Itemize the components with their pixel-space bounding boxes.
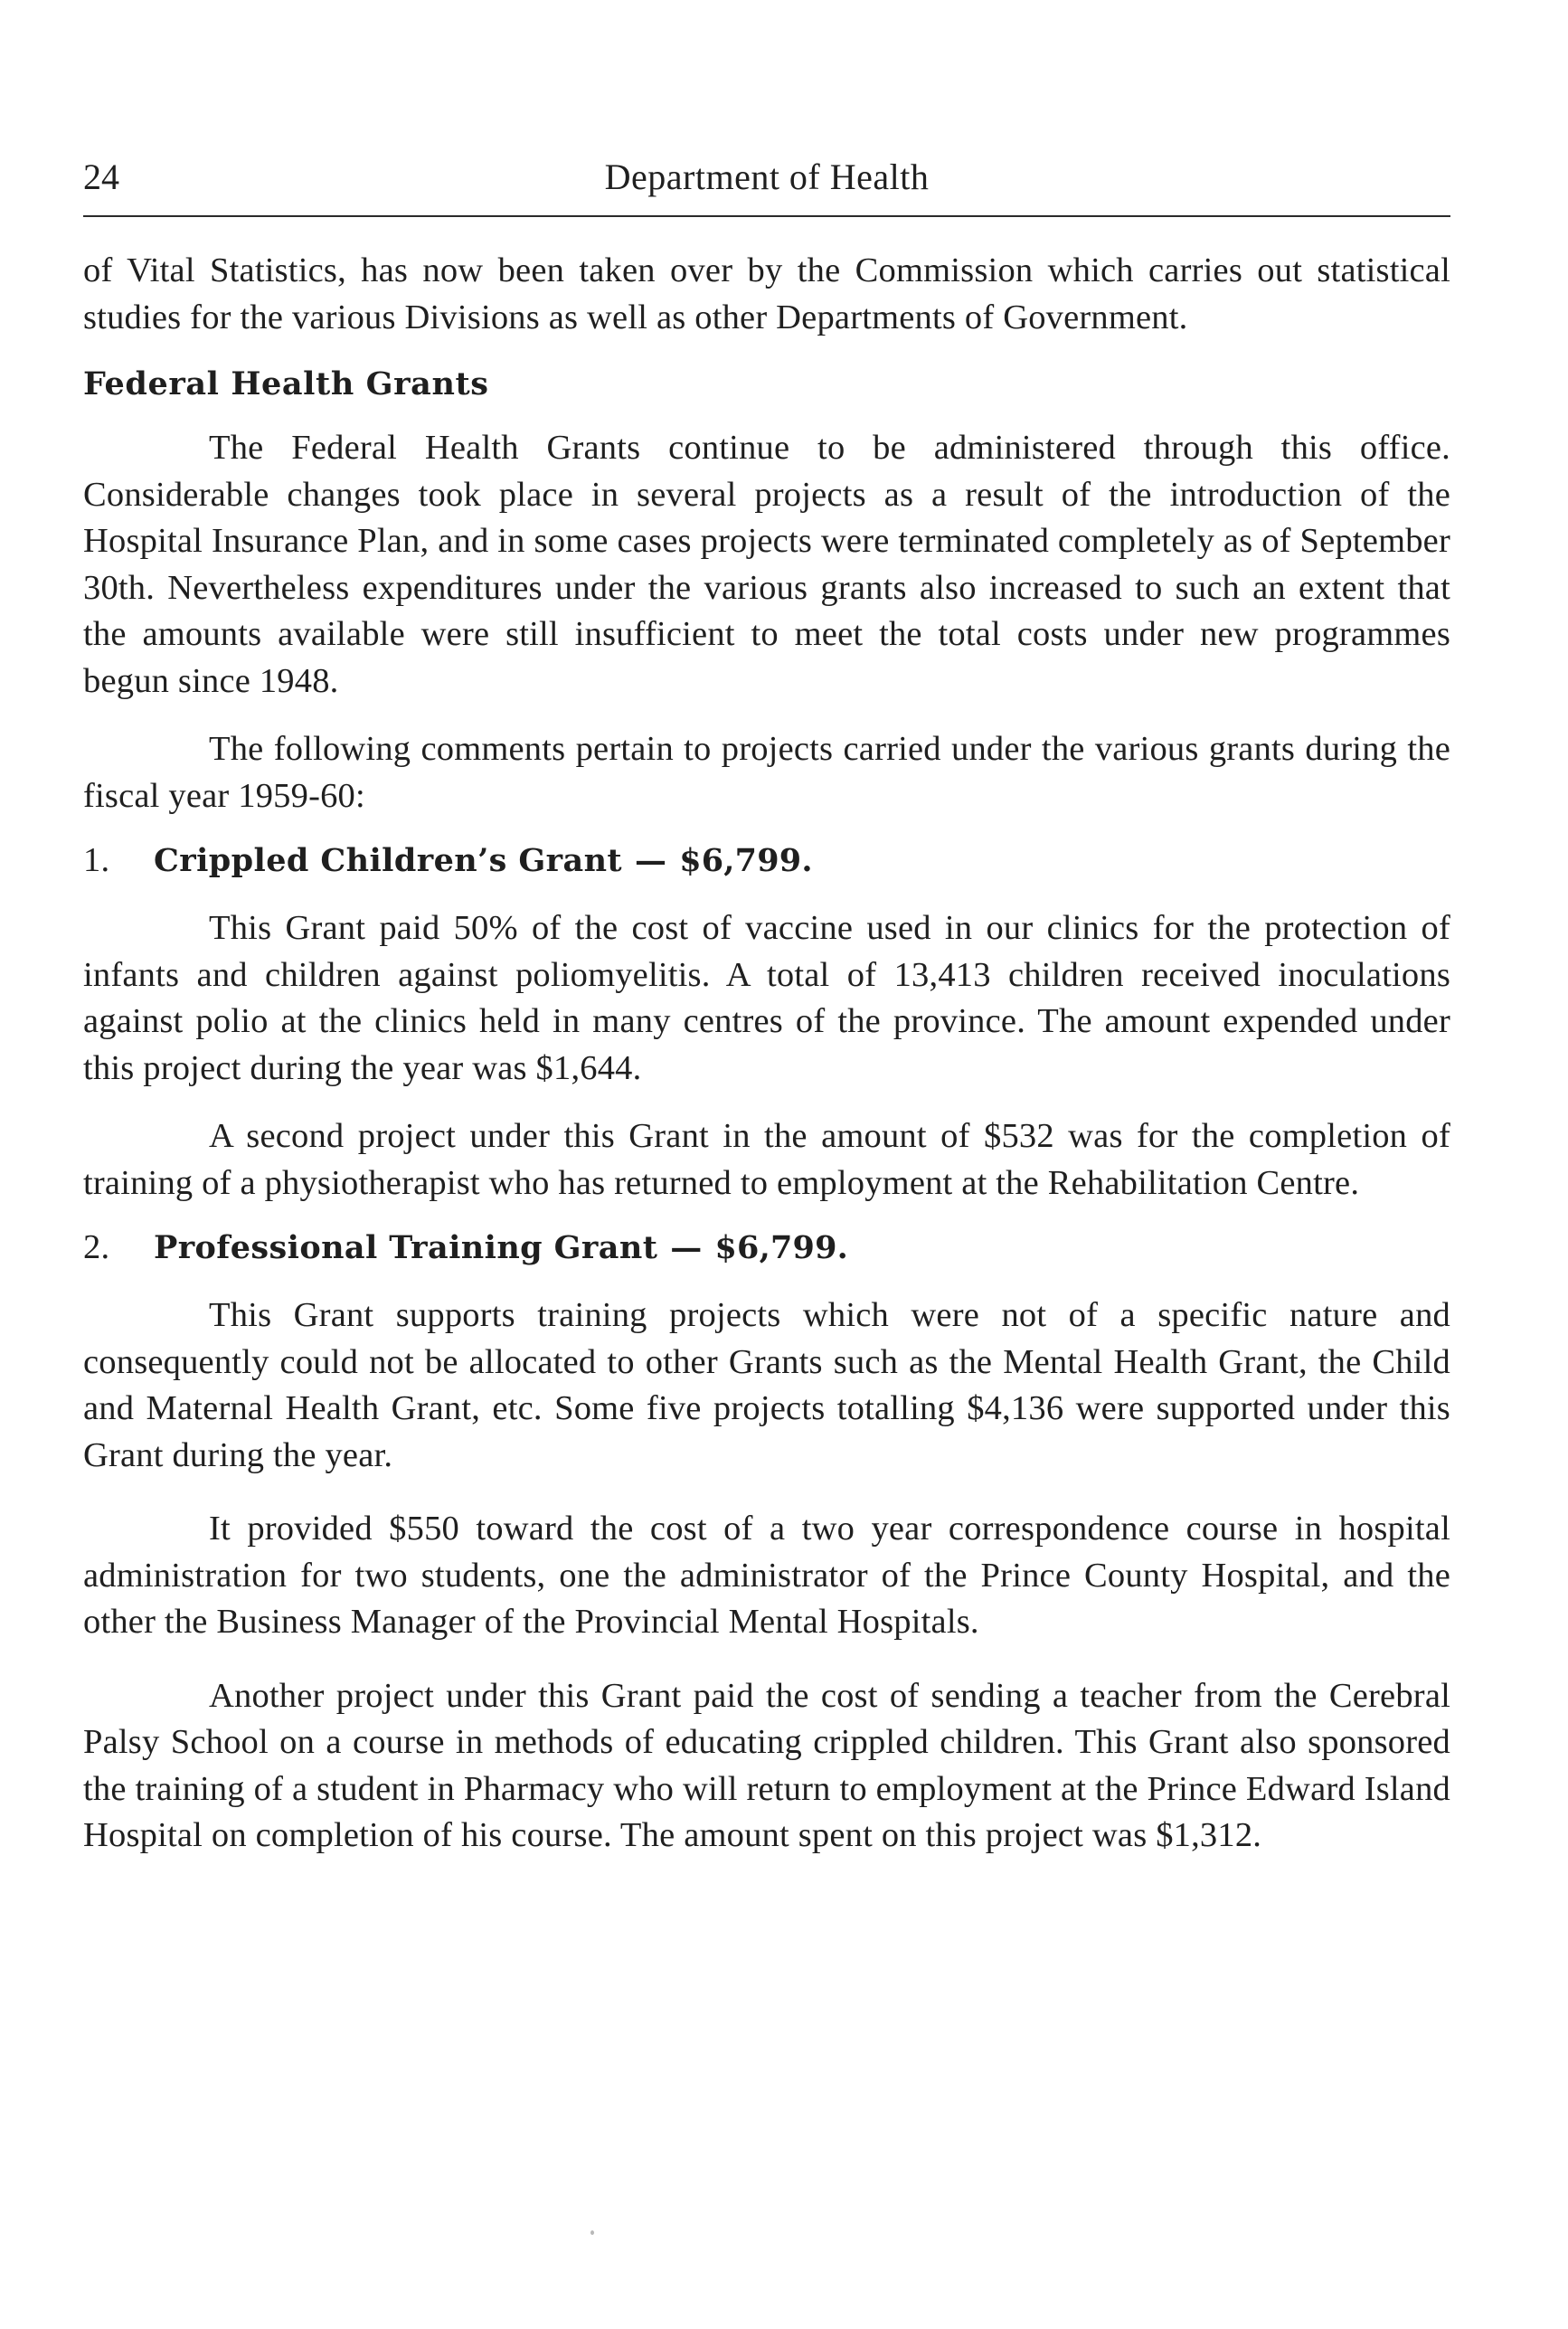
item-title: Professional Training Grant [154,1229,658,1266]
item-number: 2. [83,1228,110,1266]
paragraph-polio-vaccine: This Grant paid 50% of the cost of vaccine used in our clinics for the protection of infants and children against poliomyelitis. A total of 13,413 children received inoculations against polio at the clinics held in many centres of the province. The amount expended under this project during the year was $1,644. [83,909,1450,1087]
running-title: Department of Health [604,156,930,197]
section-heading-federal-health-grants: Federal Health Grants [83,365,489,402]
header-rule [83,215,1450,217]
paragraph-vital-statistics: of Vital Statistics, has now been taken over by the Commission which carries out statistical studies for the various Divisions as well as other Departments of Government. [83,251,1450,336]
item-dash: — [670,1229,703,1266]
paragraph-training-projects: This Grant supports training projects which were not of a specific nature and consequently could not be allocated to other Grants such as the Mental Health Grant, the Child and Maternal Health Grant, etc. Some five projects totalling $4,136 were supported under this Grant during the year. [83,1296,1450,1474]
item-heading-crippled-children [83,838,1450,884]
item-heading-professional-training [83,1225,1450,1271]
paragraph-correspondence-course: It provided $550 toward the cost of a two year correspondence course in hospital administration for two students, one the administrator of the Prince County Hospital, and the other the Business Manager of the Provincial Mental Hospitals. [83,1510,1450,1641]
paragraph-grants-administration: The Federal Health Grants continue to be administered through this office. Considerable changes took place in several projects as a result of the introduction of the Hospital Insurance Plan, and in some cases projects were terminated completely as of September 30th. Nevertheless expenditures under the various grants also increased to such an extent that the amounts available were still insufficient to meet the total costs under new programmes begun since 1948. [83,429,1450,700]
scan-speck [590,2230,594,2235]
item-number: 1. [83,841,110,879]
running-head [83,152,1450,203]
item-amount: $6,799. [714,1229,849,1266]
document-body [83,248,1450,1860]
item-dash: — [634,842,667,879]
document-page [83,152,1450,1860]
page-number: 24 [83,156,119,197]
paragraph-physiotherapist: A second project under this Grant in the amount of $532 was for the completion of training of a physiotherapist who has returned to employment at the Rehabilitation Centre. [83,1117,1450,1202]
paragraph-comments-intro: The following comments pertain to projects carried under the various grants during the fiscal year 1959-60: [83,730,1450,815]
item-title: Crippled Children’s Grant [154,842,622,879]
item-amount: $6,799. [679,842,813,879]
paragraph-cerebral-palsy-pharmacy: Another project under this Grant paid the cost of sending a teacher from the Cerebral Palsy School on a course in methods of educating crippled children. This Grant also sponsored the training of a student in Pharmacy who will return to employment at the Prince Edward Island Hospital on completion of his course. The amount spent on this project was $1,312. [83,1676,1450,1854]
